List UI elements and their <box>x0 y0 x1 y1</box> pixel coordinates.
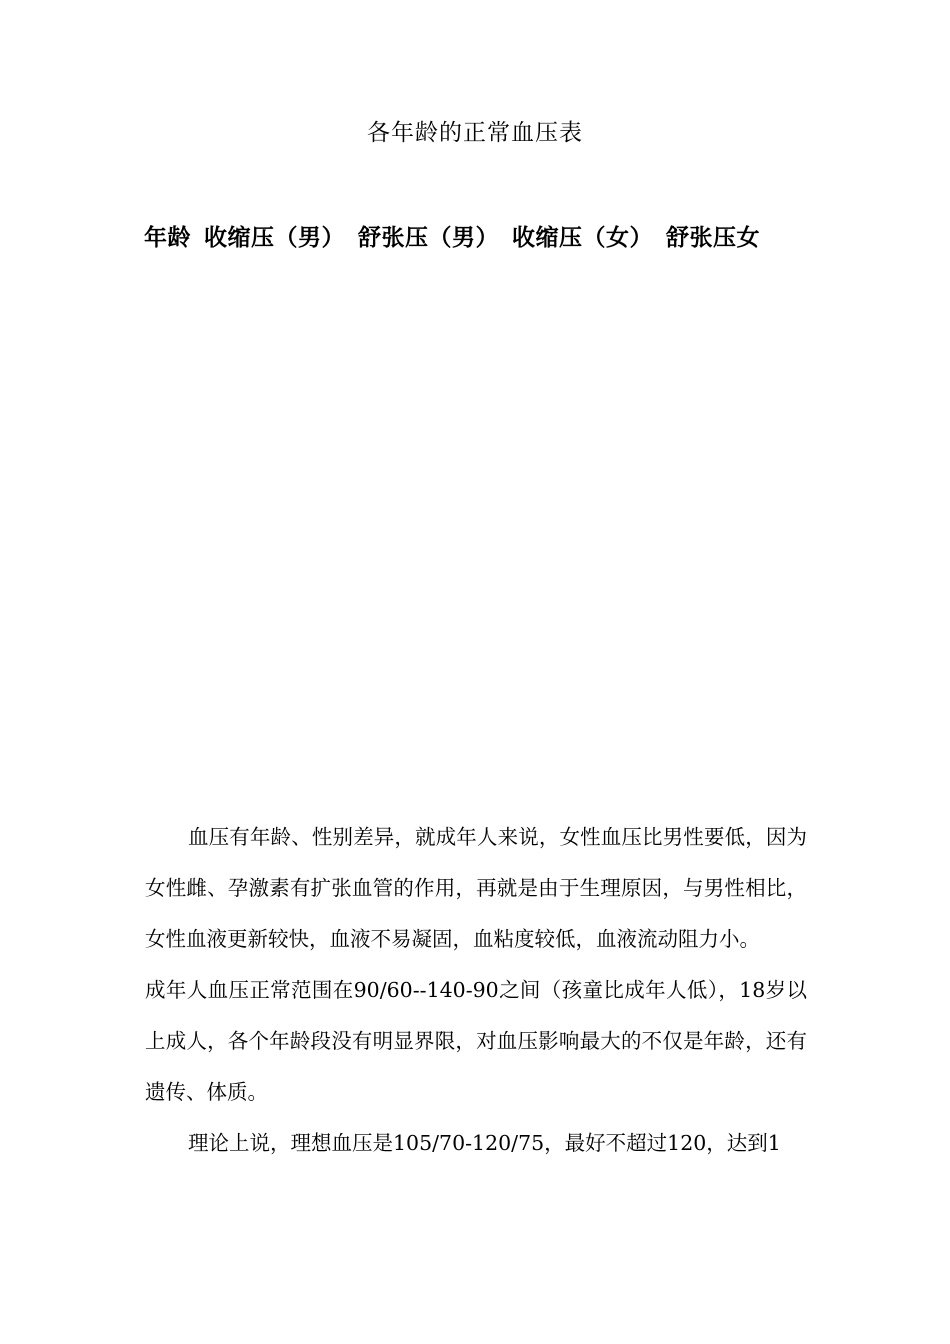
paragraph-ideal-pressure: 理论上说，理想血压是105/70-120/75，最好不超过120，达到1 <box>188 1131 781 1155</box>
paragraph-gender-difference: 血压有年龄、性别差异，就成年人来说，女性血压比男性要低，因为女性雌、孕激素有扩张血管的作用，再就是由于生理原因，与男性相比，女性血液更新较快，血液不易凝固，血粘度较低，血液流动阻力小。 <box>145 825 807 951</box>
header-age: 年龄 <box>144 224 191 251</box>
paragraph-normal-range: 成年人血压正常范围在90/60--140-90之间（孩童比成年人低），18岁以上成人，各个年龄段没有明显界限，对血压影响最大的不仅是年龄，还有遗传、体质。 <box>145 978 807 1104</box>
header-diastolic-female: 舒张压女 <box>666 224 760 251</box>
table-header-row <box>144 217 760 253</box>
header-systolic-male: 收缩压（男） <box>204 224 345 251</box>
header-diastolic-male: 舒张压（男） <box>358 224 499 251</box>
page-title: 各年龄的正常血压表 <box>367 120 583 146</box>
body-text <box>145 812 807 1169</box>
header-systolic-female: 收缩压（女） <box>512 224 653 251</box>
